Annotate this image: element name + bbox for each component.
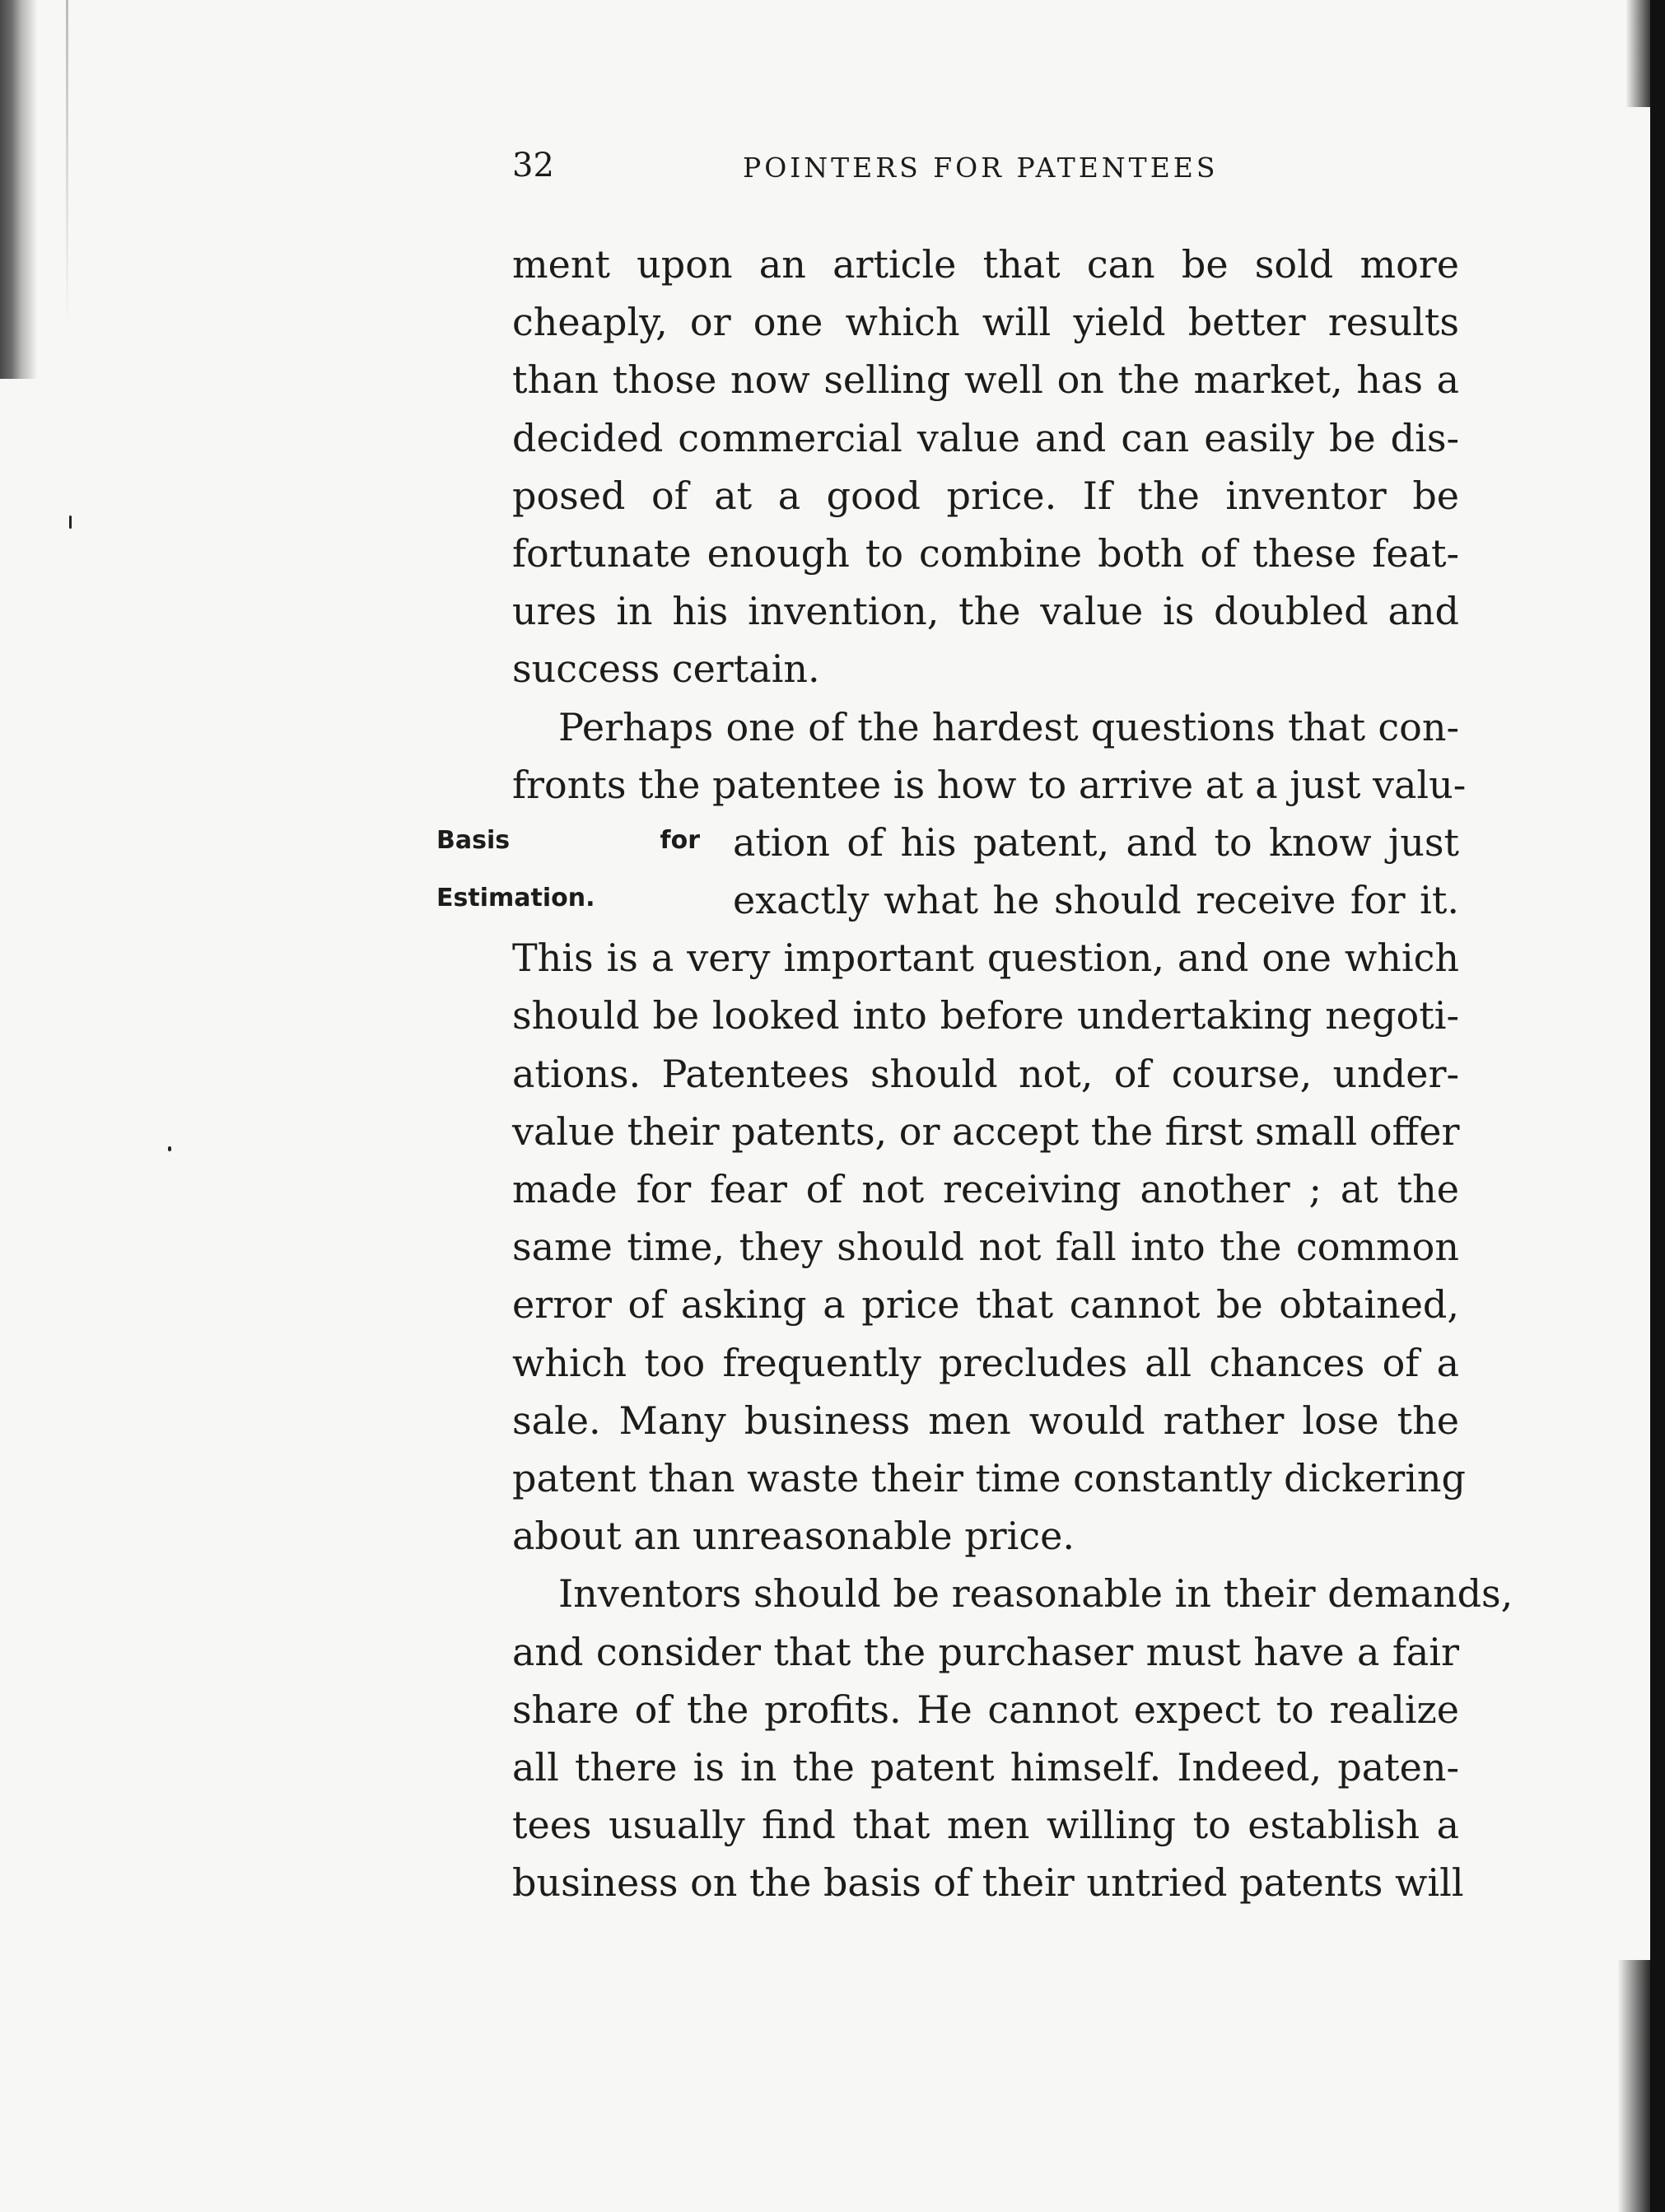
text-line: decided commercial value and can easily be dis- xyxy=(512,415,1459,460)
text-line: all there is in the patent himself. Indeed, paten- xyxy=(512,1744,1459,1790)
text-line: Inventors should be reasonable in their demands, xyxy=(558,1571,1513,1617)
text-line: Perhaps one of the hardest questions that con- xyxy=(558,704,1459,749)
sidenote-line: Estimation. xyxy=(436,883,595,912)
text-line: made for fear of not receiving another ; at the xyxy=(512,1167,1459,1211)
text-line: fortunate enough to combine both of these feat- xyxy=(512,530,1459,576)
scan-right-edge-border xyxy=(1650,0,1665,2212)
scan-right-edge-shadow-bottom xyxy=(1617,1960,1650,2212)
scan-speck xyxy=(168,1146,171,1151)
body-text xyxy=(436,236,1513,1911)
text-line: tees usually find that men willing to establish a xyxy=(512,1803,1459,1848)
text-line: ation of his patent, and to know just xyxy=(733,819,1459,865)
text-line: share of the profits. He cannot expect to realize xyxy=(512,1687,1459,1732)
text-line: same time, they should not fall into the common xyxy=(512,1225,1459,1270)
page-number: 32 xyxy=(512,147,554,184)
text-line: ures in his invention, the value is doubled and xyxy=(512,589,1459,634)
text-line: ations. Patentees should not, of course, under- xyxy=(512,1051,1459,1096)
text-line: This is a very important question, and one which xyxy=(512,936,1459,981)
scan-left-edge-line xyxy=(66,0,68,329)
text-line: sale. Many business men would rather lose the xyxy=(512,1398,1459,1443)
sidenote-line: Basis for xyxy=(436,825,700,855)
text-line: posed of at a good price. If the inventor be xyxy=(512,473,1459,518)
scan-right-edge-shadow-top xyxy=(1625,0,1650,107)
text-line: patent than waste their time constantly dickering xyxy=(512,1455,1466,1500)
scan-left-edge-shadow xyxy=(0,0,38,379)
text-line: about an unreasonable price. xyxy=(512,1514,1075,1559)
text-line: than those now selling well on the market, has a xyxy=(512,357,1459,403)
text-line: and consider that the purchaser must have a fair xyxy=(512,1629,1459,1674)
scan-speck xyxy=(69,516,72,529)
text-line: should be looked into before undertaking negoti- xyxy=(512,993,1459,1038)
page-header xyxy=(512,147,1459,196)
text-line: success certain. xyxy=(512,646,820,692)
text-line: which too frequently precludes all chances of a xyxy=(512,1340,1459,1385)
running-title: POINTERS FOR PATENTEES xyxy=(743,152,1219,184)
text-line: value their patents, or accept the first small offer xyxy=(512,1108,1460,1154)
text-line: error of asking a price that cannot be obtained, xyxy=(512,1282,1459,1328)
text-line: cheaply, or one which will yield better results xyxy=(512,300,1459,345)
text-line: business on the basis of their untried patents will xyxy=(512,1860,1464,1906)
text-line: ment upon an article that can be sold more xyxy=(512,242,1459,287)
text-line: exactly what he should receive for it. xyxy=(733,878,1459,923)
text-line: fronts the patentee is how to arrive at a just valu- xyxy=(512,762,1467,807)
